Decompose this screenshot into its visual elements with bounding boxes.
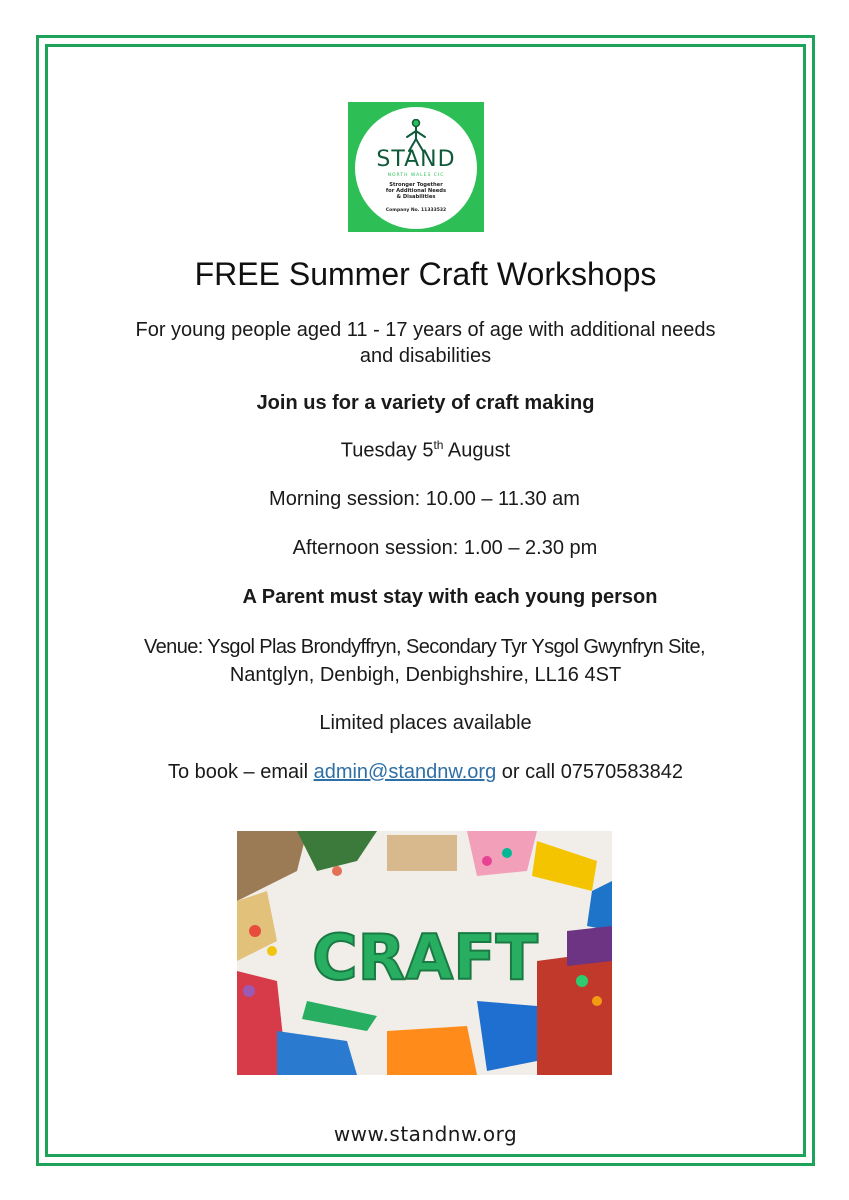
- logo-company-number: Company No. 11333532: [385, 208, 447, 213]
- logo-brand: STAND: [376, 147, 456, 172]
- craft-word: CRAFT: [312, 921, 538, 994]
- morning-session: Morning session: 10.00 – 11.30 am: [269, 488, 580, 510]
- date-day: Tuesday 5: [340, 439, 434, 462]
- craft-photo: [237, 831, 612, 1075]
- venue-line-1: Venue: Ysgol Plas Brondyffryn, Secondary Tyr Ysgol Gwynfryn Site,: [144, 636, 705, 658]
- booking-middle: or call: [496, 761, 561, 783]
- stand-logo: [348, 102, 484, 232]
- logo-tagline-3: & Disabilities: [396, 194, 436, 200]
- page-title: FREE Summer Craft Workshops: [194, 256, 657, 292]
- audience-line-1: For young people aged 11 - 17 years of age with additional needs: [135, 319, 716, 341]
- audience-text: [45, 317, 806, 369]
- website-footer: www.standnw.org: [333, 1122, 518, 1146]
- date-month: August: [443, 439, 511, 462]
- logo-tagline-1: Stronger Together: [389, 182, 443, 188]
- phone-number: 07570583842: [560, 761, 684, 783]
- venue-line-2: Nantglyn, Denbigh, Denbighshire, LL16 4ST: [229, 664, 622, 686]
- date-ordinal: th: [433, 438, 444, 452]
- booking-prefix: To book – email: [167, 761, 314, 783]
- parent-notice: A Parent must stay with each young person: [242, 586, 658, 608]
- afternoon-session: Afternoon session: 1.00 – 2.30 pm: [292, 537, 598, 559]
- email-link[interactable]: admin@standnw.org: [313, 761, 497, 783]
- logo-subtitle: NORTH WALES CIC: [387, 173, 445, 178]
- logo-circle: [355, 107, 477, 229]
- event-date: [45, 438, 806, 463]
- logo-tagline-2: for Additional Needs: [385, 188, 447, 194]
- booking-text: [45, 761, 806, 784]
- availability-text: Limited places available: [319, 712, 532, 734]
- invite-text: Join us for a variety of craft making: [256, 392, 595, 414]
- craft-photo-illustration: [237, 831, 612, 1075]
- logo-tagline: [369, 182, 463, 200]
- audience-line-2: and disabilities: [359, 345, 492, 367]
